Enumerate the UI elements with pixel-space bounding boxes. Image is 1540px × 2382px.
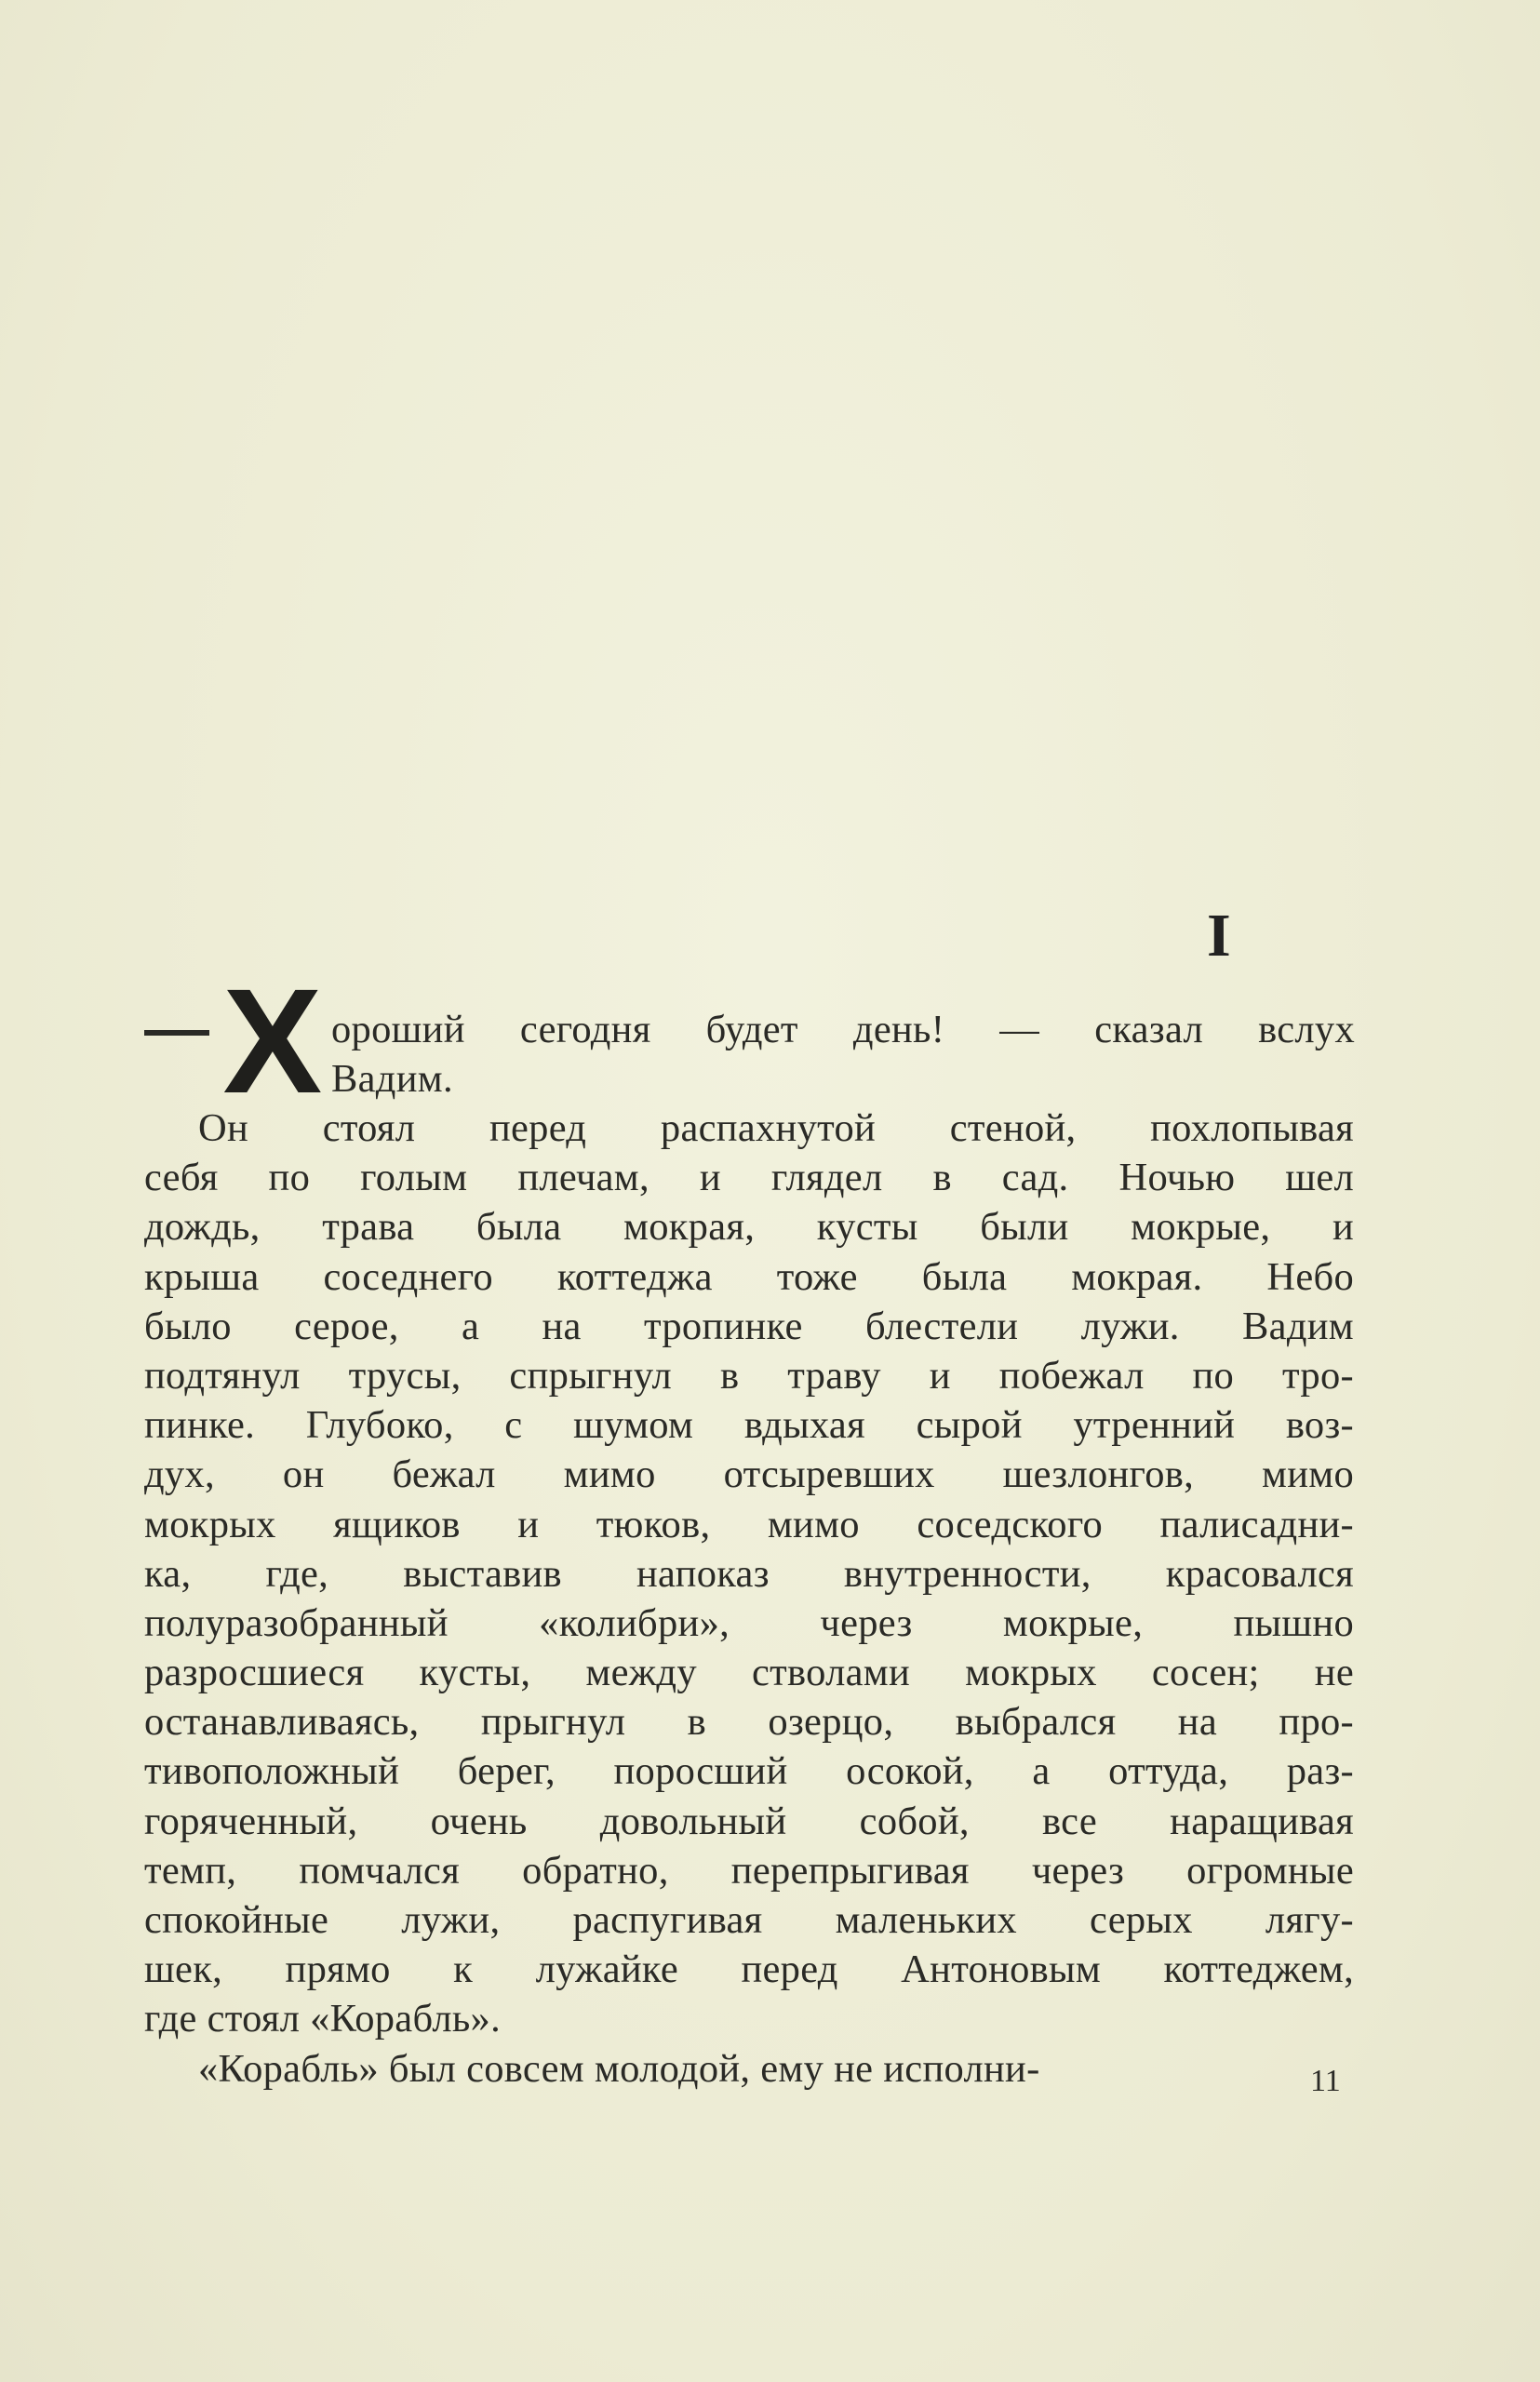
text-line: ка, где, выставив напоказ внутренности, красовался bbox=[144, 1551, 1354, 1596]
text-line: шек, прямо к лужайке перед Антоновым коттеджем, bbox=[144, 1947, 1354, 1992]
text-line: полуразобранный «колибри», через мокрые, пышно bbox=[144, 1600, 1354, 1645]
opening-line-1: ороший сегодня будет день! — сказал вслух bbox=[331, 1008, 1355, 1051]
page-number: 11 bbox=[1310, 2064, 1341, 2098]
text-line: пинке. Глубоко, с шумом вдыхая сырой утренний воз- bbox=[144, 1403, 1354, 1448]
text-line: тивоположный берег, поросший осокой, а оттуда, раз- bbox=[144, 1749, 1354, 1794]
paragraph-2 bbox=[144, 2044, 1354, 2094]
opening-paragraph bbox=[144, 957, 1355, 1124]
opening-dash bbox=[144, 1030, 209, 1036]
text-line: разросшиеся кусты, между стволами мокрых сосен; не bbox=[144, 1651, 1354, 1695]
text-line: крыша соседнего коттеджа тоже была мокрая. Небо bbox=[144, 1254, 1354, 1299]
chapter-number: I bbox=[1207, 902, 1231, 970]
text-line: «Корабль» был совсем молодой, ему не исполни- bbox=[198, 2046, 1040, 2091]
text-line: было серое, а на тропинке блестели лужи. Вадим bbox=[144, 1304, 1354, 1348]
text-line: останавливаясь, прыгнул в озерцо, выбрался на про- bbox=[144, 1700, 1354, 1745]
text-line: мокрых ящиков и тюков, мимо соседского палисадни- bbox=[144, 1502, 1354, 1546]
text-line: дух, он бежал мимо отсыревших шезлонгов, мимо bbox=[144, 1452, 1354, 1497]
drop-cap: Х bbox=[222, 957, 323, 1124]
text-line: где стоял «Корабль». bbox=[144, 1997, 502, 2041]
text-line: подтянул трусы, спрыгнул в траву и побежал по тро- bbox=[144, 1353, 1354, 1398]
body-text bbox=[144, 957, 1355, 2094]
opening-line-2: Вадим. bbox=[331, 1057, 453, 1101]
paragraph-1 bbox=[144, 1104, 1354, 2044]
text-line: горяченный, очень довольный собой, все наращивая bbox=[144, 1799, 1354, 1843]
text-line: Он стоял перед распахнутой стеной, похлопывая bbox=[198, 1106, 1354, 1150]
text-line: себя по голым плечам, и глядел в сад. Ночью шел bbox=[144, 1156, 1354, 1200]
text-line: дождь, трава была мокрая, кусты были мокрые, и bbox=[144, 1205, 1354, 1250]
text-line: темп, помчался обратно, перепрыгивая через огромные bbox=[144, 1848, 1354, 1893]
text-line: спокойные лужи, распугивая маленьких серых лягу- bbox=[144, 1898, 1354, 1942]
